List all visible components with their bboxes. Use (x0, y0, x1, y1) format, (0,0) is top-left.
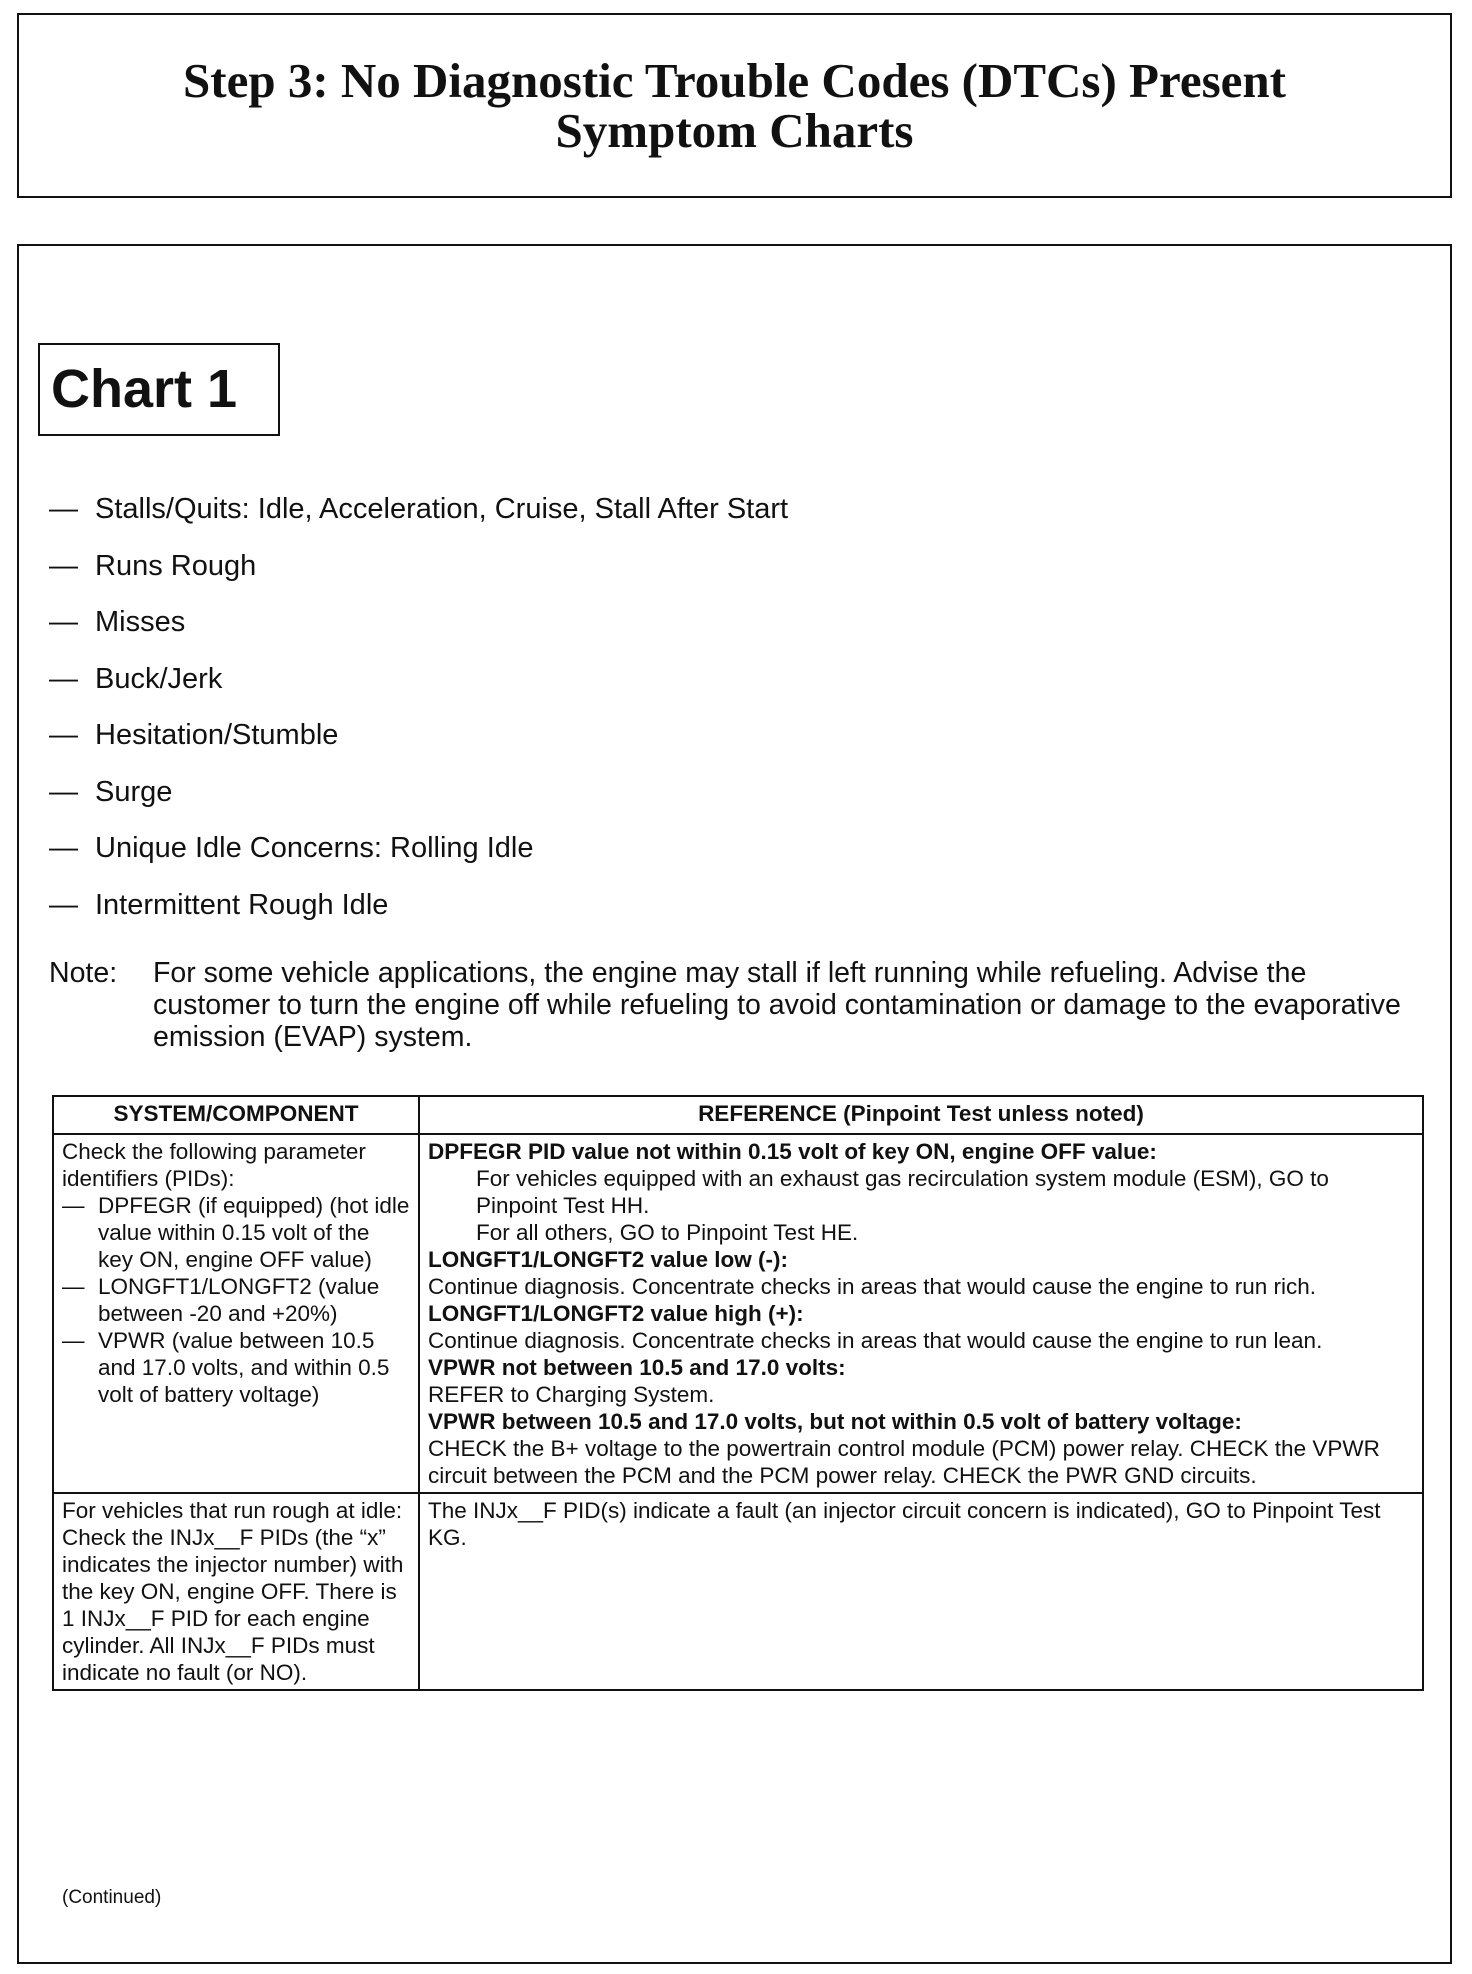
dash: — (49, 775, 78, 808)
symptom-list (49, 494, 788, 946)
page-title-line2: Symptom Charts (555, 102, 914, 158)
reference-heading: VPWR between 10.5 and 17.0 volts, but not within 0.5 volt of battery voltage: (428, 1409, 1242, 1434)
note-text: For some vehicle applications, the engine may stall if left running while refueling. Advise the customer to turn the engine off while refueling to avoid contamination or damage to the evaporative emission (EVAP) system. (153, 957, 1401, 1053)
symptom-text: Runs Rough (95, 549, 257, 582)
pid-item (62, 1192, 410, 1273)
symptom-item (49, 890, 788, 947)
symptom-text: Stalls/Quits: Idle, Acceleration, Cruise, Stall After Start (95, 493, 789, 525)
chart-label: Chart 1 (38, 343, 280, 436)
column-header-system: SYSTEM/COMPONENT (53, 1096, 419, 1134)
reference-cell (419, 1134, 1423, 1493)
table-row (53, 1493, 1423, 1690)
dash: — (62, 1274, 85, 1299)
dash: — (49, 493, 78, 525)
dash: — (49, 549, 78, 582)
symptom-text: Buck/Jerk (95, 662, 223, 695)
symptom-item (49, 607, 788, 664)
reference-text: Continue diagnosis. Concentrate checks in areas that would cause the engine to run lean. (428, 1328, 1323, 1353)
reference-heading: LONGFT1/LONGFT2 value low (-): (428, 1247, 788, 1272)
reference-heading: VPWR not between 10.5 and 17.0 volts: (428, 1355, 846, 1380)
reference-subitem: For all others, GO to Pinpoint Test HE. (476, 1220, 859, 1245)
dash: — (49, 606, 78, 638)
dash: — (62, 1193, 85, 1218)
component-text: For vehicles that run rough at idle: Check the INJx__F PIDs (the “x” indicates the injector number) with the key ON, engine OFF. There is 1 INJx__F PID for each engine cylinder. All INJx__F PIDs must indicate no fault (or NO). (62, 1498, 404, 1685)
reference-text: REFER to Charging System. (428, 1382, 715, 1407)
pid-item-text: VPWR (value between 10.5 and 17.0 volts, and within 0.5 volt of battery voltage) (98, 1328, 390, 1407)
component-intro: Check the following parameter identifiers (PIDs): (62, 1139, 366, 1191)
dash: — (49, 832, 78, 864)
reference-text: The INJx__F PID(s) indicate a fault (an injector circuit concern is indicated), GO to Pinpoint Test KG. (428, 1498, 1381, 1550)
reference-text: CHECK the B+ voltage to the powertrain control module (PCM) power relay. CHECK the VPWR circuit between the PCM and the PCM power relay. CHECK the PWR GND circuits. (428, 1436, 1380, 1488)
symptom-text: Surge (95, 775, 173, 808)
symptom-text: Intermittent Rough Idle (95, 888, 389, 921)
symptom-item (49, 720, 788, 777)
dash: — (49, 719, 78, 751)
pid-item (62, 1273, 410, 1327)
dash: — (62, 1328, 85, 1353)
reference-cell (419, 1493, 1423, 1690)
component-cell (53, 1493, 419, 1690)
page-title-box (17, 13, 1452, 198)
dash: — (49, 662, 78, 695)
reference-text: Continue diagnosis. Concentrate checks in areas that would cause the engine to run rich. (428, 1274, 1317, 1299)
chart-section (17, 244, 1452, 1964)
symptom-text: Misses (95, 606, 186, 638)
symptom-item (49, 777, 788, 834)
pid-item (62, 1327, 410, 1408)
page-title-line1: Step 3: No Diagnostic Trouble Codes (DTCs) Present (183, 52, 1286, 108)
dash: — (49, 888, 78, 921)
symptom-text: Unique Idle Concerns: Rolling Idle (95, 832, 534, 864)
symptom-item (49, 494, 788, 551)
column-header-reference: REFERENCE (Pinpoint Test unless noted) (419, 1096, 1423, 1134)
component-cell (53, 1134, 419, 1493)
note-label: Note: (49, 957, 118, 989)
symptom-item (49, 664, 788, 721)
continued-label: (Continued) (62, 1887, 162, 1908)
reference-table (52, 1095, 1424, 1691)
symptom-item (49, 833, 788, 890)
pid-item-text: DPFEGR (if equipped) (hot idle value within 0.15 volt of the key ON, engine OFF value) (98, 1193, 410, 1272)
table-row (53, 1134, 1423, 1493)
symptom-item (49, 551, 788, 608)
reference-subitem: For vehicles equipped with an exhaust gas recirculation system module (ESM), GO to Pinpoint Test HH. (476, 1166, 1329, 1218)
note (49, 957, 1429, 1053)
reference-heading: LONGFT1/LONGFT2 value high (+): (428, 1301, 804, 1326)
reference-heading: DPFEGR PID value not within 0.15 volt of key ON, engine OFF value: (428, 1139, 1157, 1164)
pid-item-text: LONGFT1/LONGFT2 (value between -20 and +20%) (98, 1274, 380, 1326)
table-header-row (53, 1096, 1423, 1134)
symptom-text: Hesitation/Stumble (95, 719, 339, 751)
